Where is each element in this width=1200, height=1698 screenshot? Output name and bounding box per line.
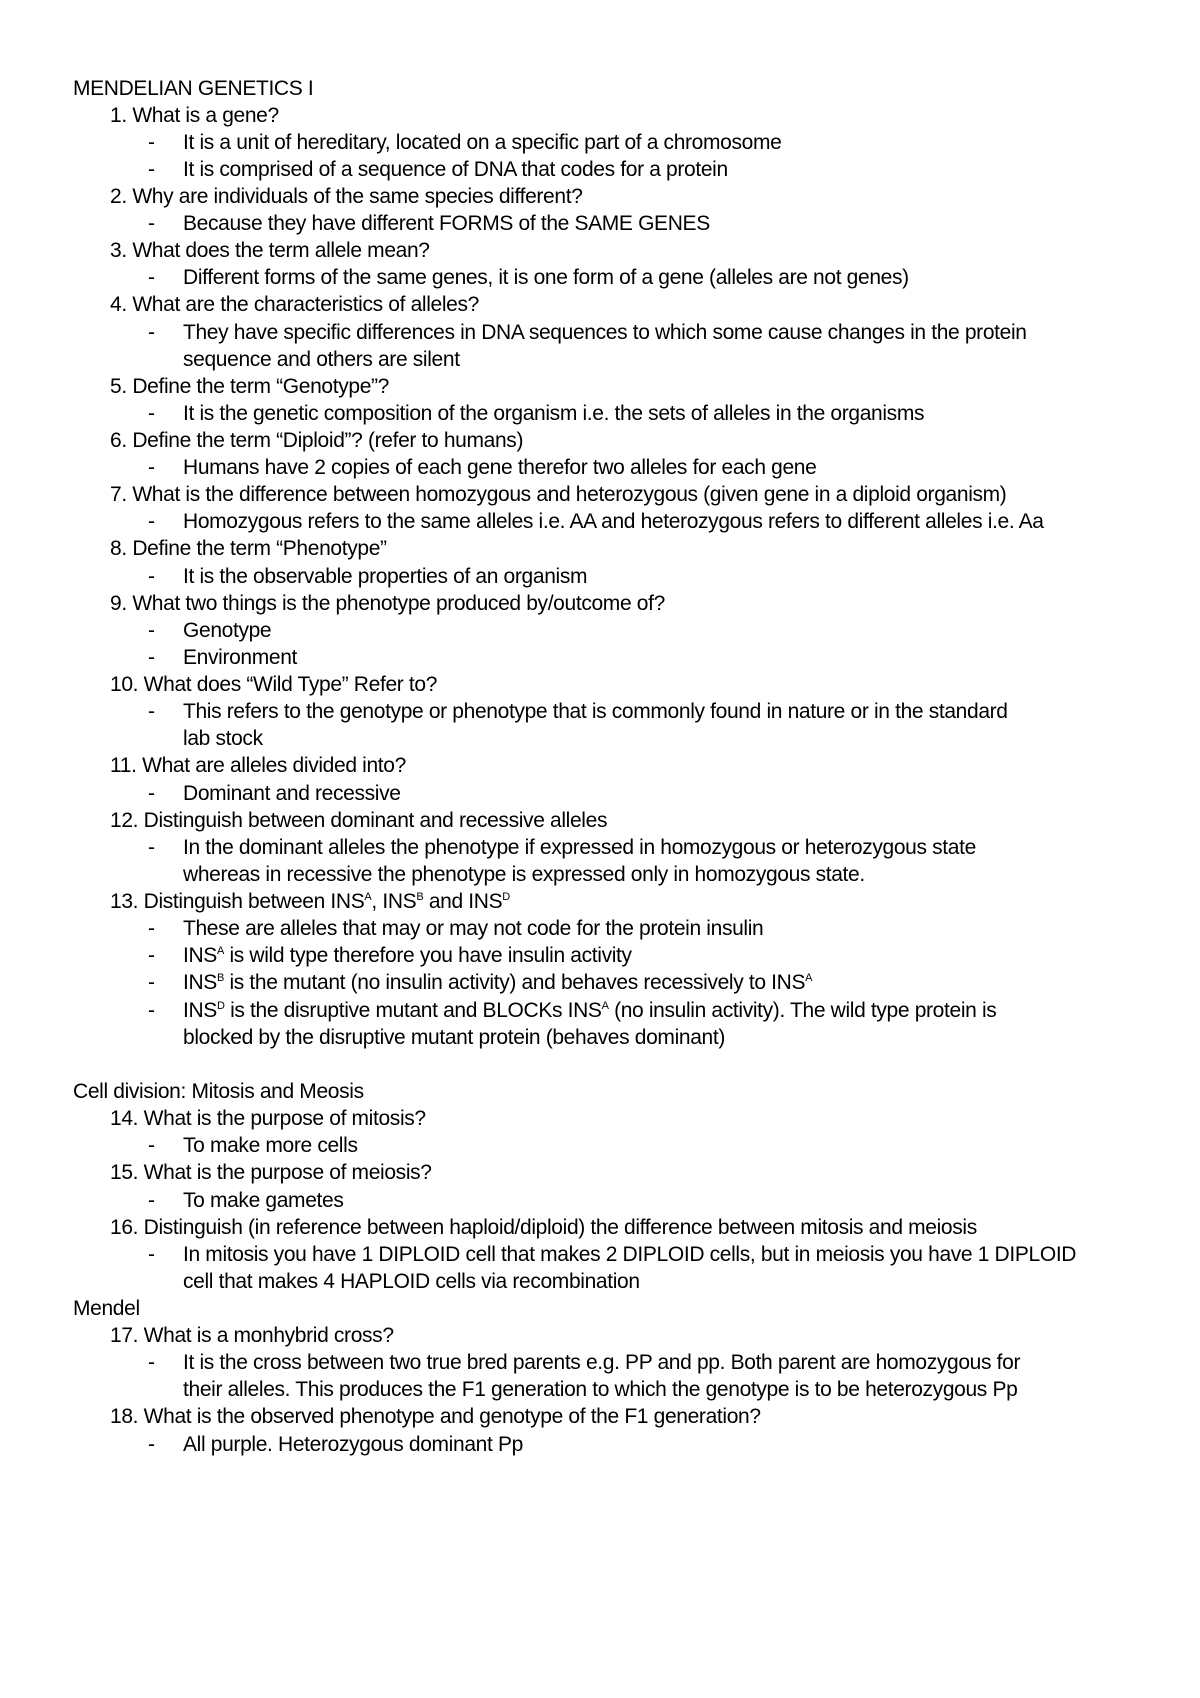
text-run: Distinguish between INS (143, 890, 365, 913)
question-15 (110, 1158, 432, 1187)
question-number: 5. (110, 375, 127, 398)
question-number: 6. (110, 429, 127, 452)
bullet-dash: - (148, 1134, 155, 1157)
question-8 (110, 534, 387, 563)
superscript: A (601, 1000, 609, 1012)
question-text: Distinguish between dominant and recessive alleles (143, 809, 608, 832)
question-text: Define the term “Phenotype” (132, 537, 387, 560)
section-title: Mendel (73, 1297, 140, 1320)
text-run: INS (183, 944, 217, 967)
question-number: 9. (110, 592, 127, 615)
question-text: Why are individuals of the same species different? (132, 185, 583, 208)
question-12 (110, 806, 607, 835)
question-number: 2. (110, 185, 127, 208)
question-1 (110, 101, 279, 130)
bullet-dash: - (148, 700, 155, 723)
bullet-dash: - (148, 1433, 155, 1456)
question-number: 17. (110, 1324, 139, 1347)
question-9 (110, 589, 665, 618)
answer-text: It is the cross between two true bred parents e.g. PP and pp. Both parent are homozygous for (183, 1351, 1021, 1374)
text-run: is the mutant (no insulin activity) and behaves recessively to INS (223, 971, 806, 994)
answer-text: They have specific differences in DNA sequences to which some cause changes in the protein (183, 321, 1027, 344)
answer-text-continued: whereas in recessive the phenotype is expressed only in homozygous state. (183, 863, 865, 886)
bullet-dash: - (148, 510, 155, 533)
bullet-dash: - (148, 971, 155, 994)
answer-text-continued: cell that makes 4 HAPLOID cells via recombination (183, 1270, 640, 1293)
question-13 (110, 887, 510, 916)
question-number: 12. (110, 809, 139, 832)
answer-text: It is comprised of a sequence of DNA that codes for a protein (183, 158, 728, 181)
section-title: Cell division: Mitosis and Meosis (73, 1080, 364, 1103)
text-run: INS (183, 971, 217, 994)
question-2 (110, 182, 583, 211)
bullet-dash: - (148, 1189, 155, 1212)
bullet-dash: - (148, 212, 155, 235)
question-5 (110, 372, 389, 401)
question-number: 1. (110, 104, 127, 127)
answer-text: Environment (183, 646, 298, 669)
question-text: Define the term “Diploid”? (refer to humans) (132, 429, 524, 452)
question-text: What is a gene? (132, 104, 279, 127)
question-14 (110, 1104, 426, 1133)
answer-text: In mitosis you have 1 DIPLOID cell that makes 2 DIPLOID cells, but in meiosis you have 1 DIPLOID (183, 1243, 1077, 1266)
question-6 (110, 426, 523, 455)
answer-text-continued: lab stock (183, 727, 263, 750)
superscript: D (502, 891, 510, 903)
text-run: (no insulin activity). The wild type protein is (608, 999, 997, 1022)
bullet-dash: - (148, 917, 155, 940)
answer-text: To make gametes (183, 1189, 344, 1212)
answer-text-continued: their alleles. This produces the F1 generation to which the genotype is to be heterozygous Pp (183, 1378, 1018, 1401)
answer-text: To make more cells (183, 1134, 358, 1157)
question-number: 14. (110, 1107, 139, 1130)
superscript: B (216, 972, 224, 984)
text-run: is the disruptive mutant and BLOCKs INS (224, 999, 602, 1022)
question-11 (110, 751, 406, 780)
question-text: What is the difference between homozygous and heterozygous (given gene in a diploid organism) (132, 483, 1007, 506)
question-text: What are alleles divided into? (142, 754, 406, 777)
text-run: and INS (423, 890, 503, 913)
question-7 (110, 480, 1006, 509)
superscript: A (364, 891, 372, 903)
answer-text (183, 996, 996, 1025)
question-number: 11. (110, 754, 137, 777)
answer-text: It is the observable properties of an organism (183, 565, 588, 588)
question-text: What two things is the phenotype produced by/outcome of? (132, 592, 665, 615)
answer-text: Genotype (183, 619, 272, 642)
question-text: Define the term “Genotype”? (132, 375, 390, 398)
answer-text-continued: blocked by the disruptive mutant protein (behaves dominant) (183, 1026, 726, 1049)
answer-text: This refers to the genotype or phenotype that is commonly found in nature or in the standard (183, 700, 1008, 723)
question-17 (110, 1321, 394, 1350)
question-text: What is a monhybrid cross? (143, 1324, 394, 1347)
superscript: A (216, 945, 224, 957)
answer-text: Different forms of the same genes, it is one form of a gene (alleles are not genes) (183, 266, 909, 289)
answer-text: Dominant and recessive (183, 782, 401, 805)
question-number: 18. (110, 1405, 139, 1428)
question-text: What are the characteristics of alleles? (132, 293, 479, 316)
bullet-dash: - (148, 131, 155, 154)
bullet-dash: - (148, 565, 155, 588)
question-4 (110, 290, 479, 319)
answer-text: Homozygous refers to the same alleles i.e. AA and heterozygous refers to different alleles i.e. Aa (183, 510, 1044, 533)
answer-text (183, 968, 812, 997)
text-run: is wild type therefore you have insulin activity (223, 944, 632, 967)
question-number: 7. (110, 483, 127, 506)
bullet-dash: - (148, 402, 155, 425)
answer-text: It is a unit of hereditary, located on a specific part of a chromosome (183, 131, 782, 154)
question-text: What is the observed phenotype and genotype of the F1 generation? (143, 1405, 761, 1428)
question-number: 16. (110, 1216, 139, 1239)
question-number: 13. (110, 890, 139, 913)
question-16 (110, 1213, 977, 1242)
bullet-dash: - (148, 321, 155, 344)
question-text: What is the purpose of meiosis? (143, 1161, 432, 1184)
question-text: What is the purpose of mitosis? (138, 1107, 426, 1130)
answer-text: All purple. Heterozygous dominant Pp (183, 1433, 523, 1456)
bullet-dash: - (148, 1351, 155, 1374)
bullet-dash: - (148, 999, 155, 1022)
bullet-dash: - (148, 782, 155, 805)
bullet-dash: - (148, 456, 155, 479)
bullet-dash: - (148, 1243, 155, 1266)
question-18 (110, 1402, 761, 1431)
bullet-dash: - (148, 646, 155, 669)
question-3 (110, 236, 430, 265)
question-number: 4. (110, 293, 127, 316)
answer-text: In the dominant alleles the phenotype if expressed in homozygous or heterozygous state (183, 836, 976, 859)
text-run: INS (183, 999, 217, 1022)
question-number: 15. (110, 1161, 139, 1184)
section-title: MENDELIAN GENETICS I (73, 77, 314, 100)
superscript: B (416, 891, 424, 903)
question-text: What does “Wild Type” Refer to? (143, 673, 438, 696)
answer-text: Because they have different FORMS of the SAME GENES (183, 212, 710, 235)
bullet-dash: - (148, 158, 155, 181)
answer-text: It is the genetic composition of the organism i.e. the sets of alleles in the organisms (183, 402, 925, 425)
question-text: What does the term allele mean? (132, 239, 430, 262)
text-run: , INS (371, 890, 417, 913)
question-number: 3. (110, 239, 127, 262)
bullet-dash: - (148, 619, 155, 642)
answer-text (183, 941, 632, 970)
bullet-dash: - (148, 836, 155, 859)
answer-text: These are alleles that may or may not code for the protein insulin (183, 917, 764, 940)
answer-text-continued: sequence and others are silent (183, 348, 460, 371)
question-text (144, 890, 510, 913)
answer-text: Humans have 2 copies of each gene therefor two alleles for each gene (183, 456, 817, 479)
bullet-dash: - (148, 944, 155, 967)
superscript: D (216, 1000, 225, 1012)
question-text: Distinguish (in reference between haploid/diploid) the difference between mitosis and meiosis (143, 1216, 977, 1239)
superscript: A (805, 972, 813, 984)
question-number: 10. (110, 673, 139, 696)
question-10 (110, 670, 437, 699)
question-number: 8. (110, 537, 127, 560)
bullet-dash: - (148, 266, 155, 289)
